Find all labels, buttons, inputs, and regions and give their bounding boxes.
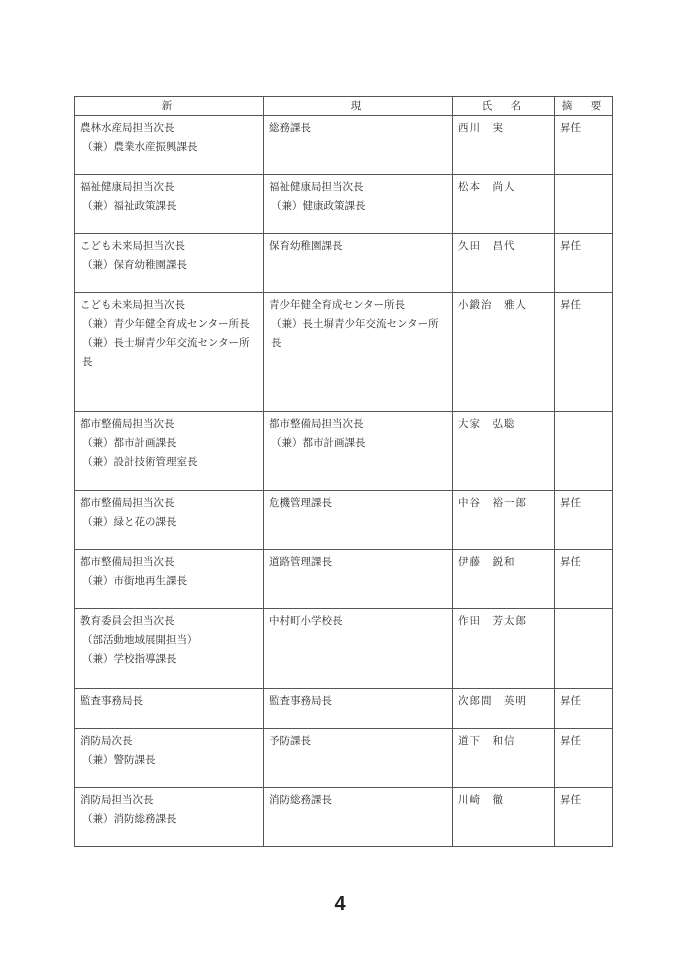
current-position-cell-line: 中村町小学校長 bbox=[269, 615, 343, 627]
current-position-cell-line: 総務課長 bbox=[269, 122, 311, 134]
new-position-cell-line: （兼）福祉政策課長 bbox=[82, 200, 177, 212]
new-position-cell bbox=[75, 175, 264, 234]
note-cell bbox=[555, 550, 613, 609]
new-position-cell-line: 都市整備局担当次長 bbox=[80, 497, 175, 509]
note-text: 昇任 bbox=[560, 794, 581, 806]
table-row bbox=[75, 729, 613, 788]
new-position-cell bbox=[75, 729, 264, 788]
note-cell bbox=[555, 234, 613, 293]
new-position-cell-line: こども未来局担当次長 bbox=[80, 240, 185, 252]
current-position-cell bbox=[264, 689, 453, 729]
person-name-cell bbox=[453, 491, 555, 550]
note-cell bbox=[555, 788, 613, 847]
new-position-cell bbox=[75, 412, 264, 491]
note-text: 昇任 bbox=[560, 122, 581, 134]
current-position-cell-line: （兼）都市計画課長 bbox=[271, 437, 366, 449]
new-position-cell-line: 教育委員会担当次長 bbox=[80, 615, 175, 627]
current-position-cell-line: 青少年健全育成センター所長 bbox=[269, 299, 406, 311]
note-cell bbox=[555, 293, 613, 412]
current-position-cell bbox=[264, 412, 453, 491]
note-text: 昇任 bbox=[560, 556, 581, 568]
new-position-cell-line: （兼）緑と花の課長 bbox=[82, 516, 177, 528]
person-name-cell bbox=[453, 293, 555, 412]
current-position-cell-line: 福祉健康局担当次長 bbox=[269, 181, 364, 193]
person-name: 作田 芳太郎 bbox=[458, 615, 527, 627]
current-position-cell-line: 監査事務局長 bbox=[269, 695, 332, 707]
person-name-cell bbox=[453, 412, 555, 491]
table-row bbox=[75, 491, 613, 550]
current-position-cell bbox=[264, 116, 453, 175]
new-position-cell-line: （兼）都市計画課長 bbox=[82, 437, 177, 449]
person-name-cell bbox=[453, 234, 555, 293]
new-position-cell-line: こども未来局担当次長 bbox=[80, 299, 185, 311]
table-row bbox=[75, 116, 613, 175]
new-position-cell bbox=[75, 293, 264, 412]
note-cell bbox=[555, 609, 613, 689]
table-row bbox=[75, 412, 613, 491]
person-name: 小鍛治 雅人 bbox=[458, 299, 527, 311]
table-row bbox=[75, 234, 613, 293]
note-text: 昇任 bbox=[560, 695, 581, 707]
current-position-cell-line: 保育幼稚園課長 bbox=[269, 240, 343, 252]
current-position-cell bbox=[264, 550, 453, 609]
new-position-cell bbox=[75, 788, 264, 847]
person-name: 中谷 裕一郎 bbox=[458, 497, 527, 509]
person-name: 道下 和信 bbox=[458, 735, 516, 747]
personnel-table bbox=[74, 96, 613, 847]
new-position-cell bbox=[75, 550, 264, 609]
table-row bbox=[75, 293, 613, 412]
table-body bbox=[75, 116, 613, 847]
person-name-cell bbox=[453, 550, 555, 609]
note-text: 昇任 bbox=[560, 299, 581, 311]
header-name: 氏 名 bbox=[453, 97, 555, 116]
person-name: 大家 弘聡 bbox=[458, 418, 516, 430]
current-position-cell bbox=[264, 293, 453, 412]
person-name-cell bbox=[453, 788, 555, 847]
note-cell bbox=[555, 689, 613, 729]
current-position-cell-line: 消防総務課長 bbox=[269, 794, 332, 806]
person-name: 次郎間 英明 bbox=[458, 695, 527, 707]
new-position-cell bbox=[75, 234, 264, 293]
new-position-cell-line: （兼）学校指導課長 bbox=[82, 653, 177, 665]
new-position-cell-line: （兼）設計技術管理室長 bbox=[82, 456, 198, 468]
current-position-cell bbox=[264, 234, 453, 293]
new-position-cell-line: （兼）消防総務課長 bbox=[82, 813, 177, 825]
person-name-cell bbox=[453, 175, 555, 234]
current-position-cell bbox=[264, 609, 453, 689]
current-position-cell bbox=[264, 788, 453, 847]
new-position-cell bbox=[75, 609, 264, 689]
table-row bbox=[75, 175, 613, 234]
note-cell bbox=[555, 175, 613, 234]
note-cell bbox=[555, 491, 613, 550]
note-text: 昇任 bbox=[560, 735, 581, 747]
header-note: 摘 要 bbox=[555, 97, 613, 116]
current-position-cell bbox=[264, 491, 453, 550]
note-text: 昇任 bbox=[560, 497, 581, 509]
new-position-cell-line: 都市整備局担当次長 bbox=[80, 556, 175, 568]
new-position-cell-line: （兼）市街地再生課長 bbox=[82, 575, 187, 587]
new-position-cell bbox=[75, 689, 264, 729]
person-name: 松本 尚人 bbox=[458, 181, 516, 193]
page-number: 4 bbox=[334, 893, 346, 915]
note-cell bbox=[555, 116, 613, 175]
person-name-cell bbox=[453, 116, 555, 175]
new-position-cell-line: （兼）警防課長 bbox=[82, 754, 156, 766]
current-position-cell bbox=[264, 729, 453, 788]
table-row bbox=[75, 609, 613, 689]
current-position-cell bbox=[264, 175, 453, 234]
person-name: 伊藤 鋭和 bbox=[458, 556, 516, 568]
table-row bbox=[75, 689, 613, 729]
current-position-cell-line: 道路管理課長 bbox=[269, 556, 332, 568]
new-position-cell bbox=[75, 116, 264, 175]
new-position-cell-line: 消防局担当次長 bbox=[80, 794, 154, 806]
person-name-cell bbox=[453, 609, 555, 689]
new-position-cell bbox=[75, 491, 264, 550]
current-position-cell-line: （兼）長土塀青少年交流センター所長 bbox=[271, 318, 439, 349]
note-text: 昇任 bbox=[560, 240, 581, 252]
person-name: 川崎 徹 bbox=[458, 794, 504, 806]
current-position-cell-line: （兼）健康政策課長 bbox=[271, 200, 366, 212]
new-position-cell-line: （部活動地域展開担当） bbox=[82, 634, 198, 646]
table-row bbox=[75, 550, 613, 609]
current-position-cell-line: 危機管理課長 bbox=[269, 497, 332, 509]
new-position-cell-line: （兼）農業水産振興課長 bbox=[82, 141, 198, 153]
new-position-cell-line: （兼）保育幼稚園課長 bbox=[82, 259, 187, 271]
table-row bbox=[75, 788, 613, 847]
new-position-cell-line: 福祉健康局担当次長 bbox=[80, 181, 175, 193]
current-position-cell-line: 予防課長 bbox=[269, 735, 311, 747]
new-position-cell-line: 監査事務局長 bbox=[80, 695, 143, 707]
person-name: 久田 昌代 bbox=[458, 240, 516, 252]
new-position-cell-line: 都市整備局担当次長 bbox=[80, 418, 175, 430]
note-cell bbox=[555, 729, 613, 788]
new-position-cell-line: 農林水産局担当次長 bbox=[80, 122, 175, 134]
note-cell bbox=[555, 412, 613, 491]
person-name: 西川 実 bbox=[458, 122, 504, 134]
new-position-cell-line: （兼）青少年健全育成センター所長 bbox=[82, 318, 250, 330]
new-position-cell-line: （兼）長士塀青少年交流センター所長 bbox=[82, 337, 250, 368]
person-name-cell bbox=[453, 689, 555, 729]
person-name-cell bbox=[453, 729, 555, 788]
current-position-cell-line: 都市整備局担当次長 bbox=[269, 418, 364, 430]
new-position-cell-line: 消防局次長 bbox=[80, 735, 133, 747]
header-new: 新 bbox=[75, 97, 264, 116]
header-row bbox=[75, 97, 613, 116]
header-current: 現 bbox=[264, 97, 453, 116]
